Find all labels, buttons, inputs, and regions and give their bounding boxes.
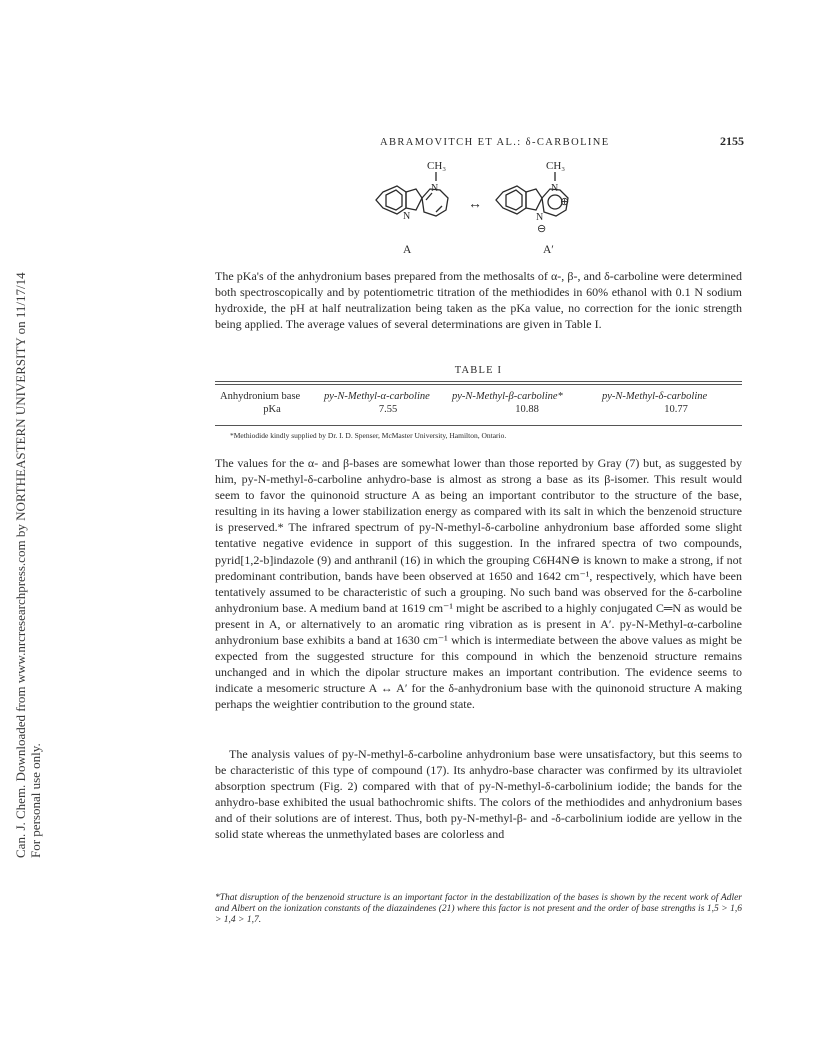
resonance-structures (360, 150, 620, 260)
plus-charge-icon: ⊕ (560, 196, 570, 208)
pyrrole-ring-a-prime (526, 189, 542, 210)
methyl-label-a: CH₃ (427, 160, 447, 172)
table-top-rule-2 (215, 384, 742, 385)
structure-label-a-prime: A′ (543, 244, 554, 256)
table-cell: 10.77 (664, 404, 688, 415)
n-label-a-top: N (431, 183, 439, 194)
paragraph-analysis: The analysis values of py-N-methyl-δ-carboline anhydronium base were unsatisfactory, but this seems to be characteristic of this type of compound (17). Its anhydro-base character was confirmed by its ultraviolet absorption spectrum (Fig. 2) compared with that of py-N-methyl-δ-carbolinium iodide; the bands for the anhydro-base exhibited the usual bathochromic shifts. The colors of the methiodides and anhydronium bases and of their solutions are of interest. Thus, both py-N-methyl-β- and -δ-carbolinium iodide are yellow in the solid state whereas the unmethylated bases are colorless and (215, 747, 742, 842)
methyl-label-a-prime: CH₃ (546, 160, 566, 172)
paragraph-pka-method: The pKa's of the anhydronium bases prepared from the methosalts of α-, β-, and δ-carboline were determined both spectroscopically and by potentiometric titration of the methiodides in 60% ethanol with 0.1 N sodium hydroxide, the pH at half neutralization being taken as the pKa value, no correction for the ionic strength being applied. The average values of several determinations are given in Table I. (215, 269, 742, 332)
running-header: ABRAMOVITCH ET AL.: δ-CARBOLINE (380, 137, 610, 148)
table-header-cell: Anhydronium base (220, 391, 301, 402)
table-header-cell: py-N-Methyl-β-carboline* (452, 391, 563, 402)
structure-label-a: A (403, 244, 412, 256)
n-label-a-mid: N (403, 211, 411, 222)
table-row-label: pKa (263, 404, 281, 415)
download-watermark (13, 238, 43, 858)
table-cell: 7.55 (378, 404, 398, 415)
structure-a (376, 160, 448, 222)
structure-a-prime (496, 160, 569, 235)
paragraph-discussion: The values for the α- and β-bases are somewhat lower than those reported by Gray (7) but, as suggested by him, py-N-methyl-δ-carboline anhydro-base is almost as strong a base as its β-isomer. This result would seem to favor the quinonoid structure A as being an important contributor to the structure of the base, resulting in its having a lower stabilization energy as compared with its salt in which the benzenoid structure is preserved.* The infrared spectrum of py-N-methyl-δ-carboline anhydronium base afforded some slight tentative negative evidence in support of this suggestion. In the infrared spectra of two compounds, pyrid[1,2-b]indazole (9) and anthranil (16) in which the grouping C6H4N⊖ is known to make a strong, if not predominant contribution, bands have been observed at 1650 and 1642 cm⁻¹, respectively, which have been tentatively assumed to be characteristic of such a grouping. No such band was observed for the δ-carboline anhydronium base. A medium band at 1619 cm⁻¹ might be ascribed to a highly conjugated C═N as would be present in A, or alternatively to an aromatic ring vibration as is present in A′. py-N-Methyl-α-carboline anhydronium base exhibits a band at 1630 cm⁻¹ which is intermediate between the above values as might be expected from the suggested structure for this compound in which the benzenoid structure remains unchanged and in which the dipolar structure makes an important contribution. The evidence seems to indicate a mesomeric structure A ↔ A′ for the δ-anhydronium base with the quinonoid structure A making perhaps the weightier contribution to the ground state. (215, 456, 742, 712)
minus-charge-icon: ⊖ (537, 223, 547, 235)
n-label-a-prime-top: N (551, 183, 559, 194)
pka-table (220, 391, 750, 415)
table-caption: TABLE I (454, 365, 503, 376)
table-footnote: *Methiodide kindly supplied by Dr. I. D. Spenser, McMaster University, Hamilton, Ontario. (230, 431, 507, 440)
table-header-cell: py-N-Methyl-α-carboline (324, 391, 430, 402)
table-bottom-rule (215, 425, 742, 426)
table-top-rule (215, 381, 742, 382)
table-cell: 10.88 (515, 404, 539, 415)
resonance-arrow: ↔ (468, 197, 482, 212)
page-number: 2155 (720, 134, 744, 148)
watermark-line-2: For personal use only. (28, 743, 43, 858)
page-footnote: *That disruption of the benzenoid structure is an important factor in the destabilization of the bases is shown by the recent work of Adler and Albert on the ionization constants of the diazaindenes (21) where this factor is not present and the order of base strengths is 1,5 > 1,6 > 1,4 > 1,7. (215, 893, 742, 926)
pyrrole-ring-a (406, 189, 422, 210)
watermark-line-1: Can. J. Chem. Downloaded from www.nrcresearchpress.com by NORTHEASTERN UNIVERSITY on 11/17/14 (13, 272, 28, 858)
table-header-cell: py-N-Methyl-δ-carboline (602, 391, 708, 402)
n-label-a-prime-mid: N (536, 212, 544, 223)
